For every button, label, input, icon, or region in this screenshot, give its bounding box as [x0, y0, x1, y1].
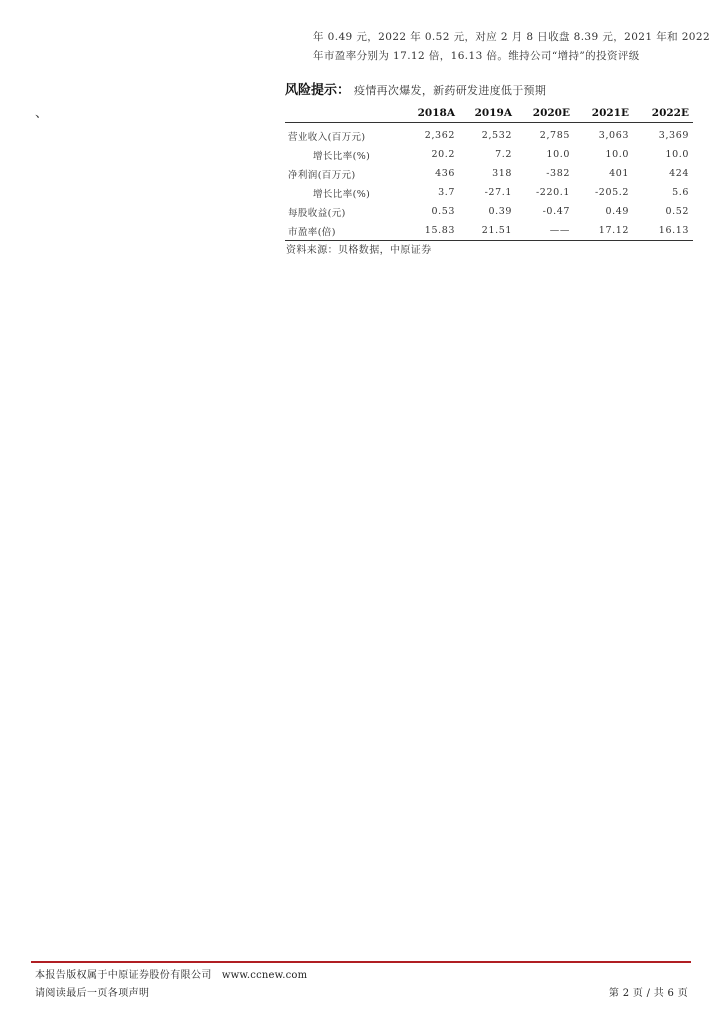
- risk-label: 风险提示：: [285, 83, 351, 98]
- table-cell: 10.0: [546, 149, 570, 160]
- table-cell: 424: [669, 168, 689, 179]
- table-cell: -382: [546, 168, 570, 179]
- row-label: 每股收益(元): [288, 207, 346, 219]
- footer-disclaimer: 请阅读最后一页各项声明: [35, 988, 150, 999]
- financial-forecast-table: [285, 103, 693, 241]
- table-cell: 3,063: [598, 130, 629, 141]
- table-cell: -220.1: [535, 187, 570, 198]
- risk-text: 疫情再次爆发，新药研发进度低于预期: [354, 84, 547, 97]
- row-label: 净利润(百万元): [288, 169, 356, 181]
- table-cell: 3,369: [658, 130, 689, 141]
- column-header: 2018A: [403, 103, 459, 123]
- stray-mark: 、: [35, 106, 49, 121]
- table-cell: 7.2: [495, 149, 512, 160]
- table-cell: 20.2: [431, 149, 455, 160]
- table-row: [285, 202, 693, 221]
- table-cell: 0.53: [431, 206, 455, 217]
- intro-line-2: 年市盈率分别为 17.12 倍，16.13 倍。维持公司“增持”的投资评级: [313, 50, 640, 62]
- table-cell: 3.7: [438, 187, 455, 198]
- table-row: [285, 164, 693, 183]
- table-row: [285, 123, 693, 146]
- table-header-row: [285, 103, 693, 123]
- table-source-note: 资料来源：贝格数据，中原证券: [286, 245, 432, 256]
- row-label: 增长比率(%): [313, 150, 371, 162]
- table-cell: 16.13: [633, 221, 693, 241]
- column-header: 2020E: [516, 103, 574, 123]
- table-cell: -0.47: [542, 206, 570, 217]
- table-cell: 318: [492, 168, 512, 179]
- table-cell: 5.6: [672, 187, 689, 198]
- table-cell: ——: [516, 221, 574, 241]
- table-cell: -205.2: [594, 187, 629, 198]
- table-cell: 17.12: [574, 221, 633, 241]
- footer-divider: [31, 961, 691, 963]
- column-header: 2019A: [459, 103, 516, 123]
- table-row: [285, 221, 693, 241]
- table-row: [285, 145, 693, 164]
- table-row: [285, 183, 693, 202]
- footer-copyright: 本报告版权属于中原证券股份有限公司: [35, 970, 212, 981]
- risk-statement: [285, 79, 695, 98]
- table-cell: 0.52: [665, 206, 689, 217]
- column-header: 2021E: [574, 103, 633, 123]
- intro-line-1: 年 0.49 元，2022 年 0.52 元，对应 2 月 8 日收盘 8.39 元，2021 年和 2022: [313, 31, 711, 43]
- column-header: [285, 103, 403, 123]
- table-cell: 2,532: [481, 130, 512, 141]
- table-cell: 2,362: [424, 130, 455, 141]
- row-label: 市盈率(倍): [285, 221, 403, 241]
- footer-left: [35, 967, 307, 1003]
- column-header: 2022E: [633, 103, 693, 123]
- intro-paragraph: [313, 28, 711, 66]
- footer-website-link[interactable]: www.ccnew.com: [221, 970, 308, 981]
- table-cell: 436: [435, 168, 455, 179]
- table-cell: 401: [609, 168, 629, 179]
- row-label: 增长比率(%): [313, 188, 371, 200]
- table-cell: 0.39: [488, 206, 512, 217]
- table-cell: 10.0: [665, 149, 689, 160]
- table-cell: 10.0: [605, 149, 629, 160]
- table-cell: 21.51: [459, 221, 516, 241]
- table-cell: 0.49: [605, 206, 629, 217]
- table-cell: 15.83: [403, 221, 459, 241]
- row-label: 营业收入(百万元): [288, 131, 366, 143]
- table-cell: 2,785: [539, 130, 570, 141]
- table-cell: -27.1: [484, 187, 512, 198]
- footer-page-number: 第 2 页 / 共 6 页: [608, 988, 688, 999]
